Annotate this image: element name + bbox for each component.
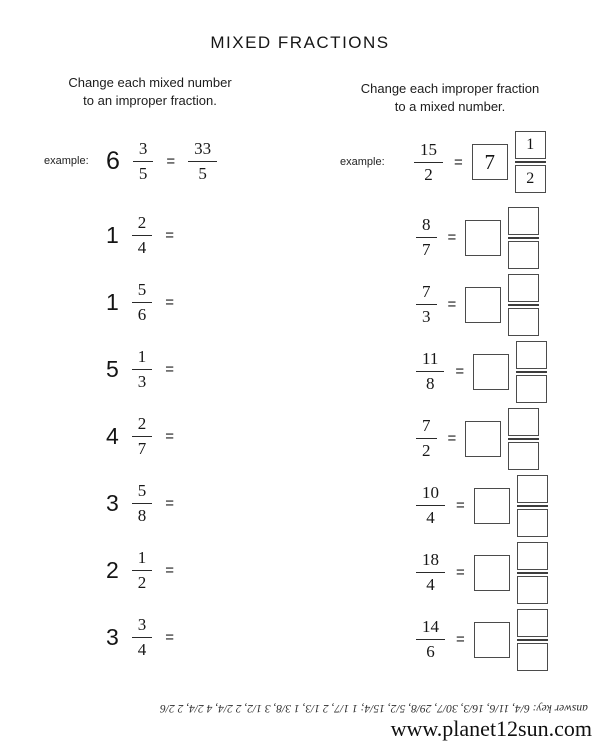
denominator: 4 [137, 238, 147, 257]
fraction [416, 215, 437, 259]
whole-number-box[interactable] [465, 421, 501, 457]
numerator: 3 [133, 139, 154, 162]
denominator: 8 [425, 374, 435, 393]
equals-sign: = [165, 361, 175, 378]
footer-website-link[interactable]: www.planet12sun.com [390, 716, 592, 741]
fraction [132, 213, 153, 257]
equals-sign: = [165, 495, 175, 512]
answer-fraction-boxes [508, 274, 539, 336]
fraction-bar [508, 304, 539, 306]
numerator: 14 [416, 617, 445, 640]
numerator: 11 [416, 349, 444, 372]
problem-row [300, 271, 600, 338]
numerator-box[interactable] [508, 408, 539, 436]
fraction [416, 416, 437, 460]
problem-row [0, 537, 300, 604]
fraction [414, 140, 443, 184]
whole-number-box[interactable] [474, 622, 510, 658]
equals-sign: = [165, 294, 175, 311]
right-instruction-line2: to a mixed number. [394, 99, 506, 115]
answer-fraction-boxes [517, 475, 548, 537]
numerator-box[interactable] [517, 475, 548, 503]
whole-number: 2 [106, 557, 119, 583]
fraction [416, 617, 445, 661]
whole-number: 3 [106, 490, 119, 516]
whole-number: 3 [106, 624, 119, 650]
denominator: 8 [137, 506, 147, 525]
right-column [300, 74, 600, 673]
left-instruction [0, 74, 300, 120]
numerator: 1 [132, 347, 153, 370]
denominator: 5 [138, 163, 148, 183]
numerator: 18 [416, 550, 445, 573]
whole-number-box[interactable] [474, 488, 510, 524]
numerator: 3 [132, 615, 153, 638]
equals-sign: = [165, 428, 175, 445]
whole-number-box[interactable] [473, 354, 509, 390]
denominator-box[interactable] [508, 442, 539, 470]
left-column [0, 74, 300, 671]
equals-sign: = [165, 227, 175, 244]
fraction-bar [516, 371, 547, 373]
denominator: 2 [137, 573, 147, 592]
equals-sign: = [447, 229, 457, 246]
left-example-row [0, 120, 300, 202]
fraction-bar [517, 639, 548, 641]
whole-number: 5 [106, 356, 119, 382]
numerator: 5 [132, 481, 153, 504]
whole-number: 4 [106, 423, 119, 449]
numerator-box[interactable] [517, 609, 548, 637]
worksheet-title: MIXED FRACTIONS [210, 33, 390, 52]
problem-row [0, 336, 300, 403]
fraction [416, 349, 444, 393]
problem-row [300, 405, 600, 472]
answer-key: answer key: 6/4, 11/6, 16/3, 30/7, 29/8, 5/2, 15/4; 1 1/7, 2 1/3, 1 3/8, 3 1/2, 2 2/4, 4 2/4, 2 2/6 [160, 702, 588, 714]
result-numerator: 33 [188, 139, 217, 162]
numerator-box: 1 [515, 131, 546, 159]
result-denominator: 5 [198, 163, 207, 183]
fraction [132, 347, 153, 391]
numerator: 8 [416, 215, 437, 238]
denominator: 3 [137, 372, 147, 391]
denominator: 7 [422, 240, 431, 259]
denominator: 6 [426, 642, 435, 661]
numerator: 2 [132, 213, 153, 236]
denominator: 4 [137, 640, 147, 659]
denominator-box: 2 [515, 165, 546, 193]
denominator: 3 [422, 307, 431, 326]
numerator: 2 [132, 414, 153, 437]
right-example-row [300, 120, 600, 204]
denominator-box[interactable] [516, 375, 547, 403]
equals-sign: = [456, 631, 465, 648]
whole-number-box[interactable] [474, 555, 510, 591]
equals-sign: = [165, 562, 175, 579]
problem-row [300, 204, 600, 271]
answer-fraction-boxes [515, 131, 546, 193]
denominator: 4 [426, 508, 435, 527]
numerator: 1 [132, 548, 153, 571]
equals-sign: = [447, 430, 457, 447]
fraction [416, 282, 437, 326]
equals-sign: = [455, 363, 465, 380]
denominator-box[interactable] [508, 241, 539, 269]
whole-number: 6 [106, 146, 120, 175]
numerator-box[interactable] [517, 542, 548, 570]
fraction-bar [508, 237, 539, 239]
denominator: 7 [137, 439, 147, 458]
problem-row [0, 470, 300, 537]
whole-number-box[interactable] [465, 287, 501, 323]
equals-sign: = [454, 153, 463, 171]
whole-number-box[interactable] [465, 220, 501, 256]
left-instruction-line2: to an improper fraction. [83, 93, 217, 109]
equals-sign: = [166, 152, 176, 170]
whole-number: 1 [106, 222, 119, 248]
whole-number-box: 7 [472, 144, 508, 180]
numerator: 7 [416, 416, 437, 439]
numerator-box[interactable] [516, 341, 547, 369]
fraction-bar [508, 438, 539, 440]
problem-row [300, 539, 600, 606]
answer-fraction-boxes [517, 542, 548, 604]
left-instruction-line1: Change each mixed number [68, 75, 232, 90]
denominator: 4 [426, 575, 435, 594]
problem-row [300, 338, 600, 405]
equals-sign: = [456, 497, 465, 514]
equals-sign: = [447, 296, 457, 313]
numerator-box[interactable] [508, 207, 539, 235]
right-instruction-line1: Change each improper fraction [360, 81, 540, 96]
fraction-bar [517, 505, 548, 507]
fraction [132, 280, 153, 324]
example-label: example: [44, 155, 89, 167]
problem-row [0, 604, 300, 671]
numerator: 10 [416, 483, 445, 506]
equals-sign: = [456, 564, 465, 581]
result-fraction [188, 139, 217, 183]
right-instruction [300, 74, 600, 120]
example-label: example: [340, 156, 385, 168]
denominator: 2 [422, 441, 431, 460]
fraction [133, 139, 154, 183]
answer-fraction-boxes [508, 207, 539, 269]
answer-fraction-boxes [517, 609, 548, 671]
fraction [416, 550, 445, 594]
problem-row [0, 403, 300, 470]
answer-fraction-boxes [516, 341, 547, 403]
fraction [132, 615, 153, 659]
whole-number: 1 [106, 289, 119, 315]
problem-row [300, 606, 600, 673]
denominator: 6 [137, 305, 147, 324]
fraction [416, 483, 445, 527]
numerator: 7 [416, 282, 437, 305]
problem-row [300, 472, 600, 539]
equals-sign: = [165, 629, 175, 646]
denominator-box[interactable] [508, 308, 539, 336]
denominator-box[interactable] [517, 509, 548, 537]
fraction [132, 548, 153, 592]
numerator: 5 [132, 280, 153, 303]
numerator-box[interactable] [508, 274, 539, 302]
denominator: 2 [424, 164, 433, 184]
fraction-bar [515, 161, 546, 163]
denominator-box[interactable] [517, 576, 548, 604]
problem-row [0, 202, 300, 269]
problem-row [0, 269, 300, 336]
answer-fraction-boxes [508, 408, 539, 470]
numerator: 15 [414, 140, 443, 163]
denominator-box[interactable] [517, 643, 548, 671]
fraction-bar [517, 572, 548, 574]
fraction [132, 481, 153, 525]
fraction [132, 414, 153, 458]
